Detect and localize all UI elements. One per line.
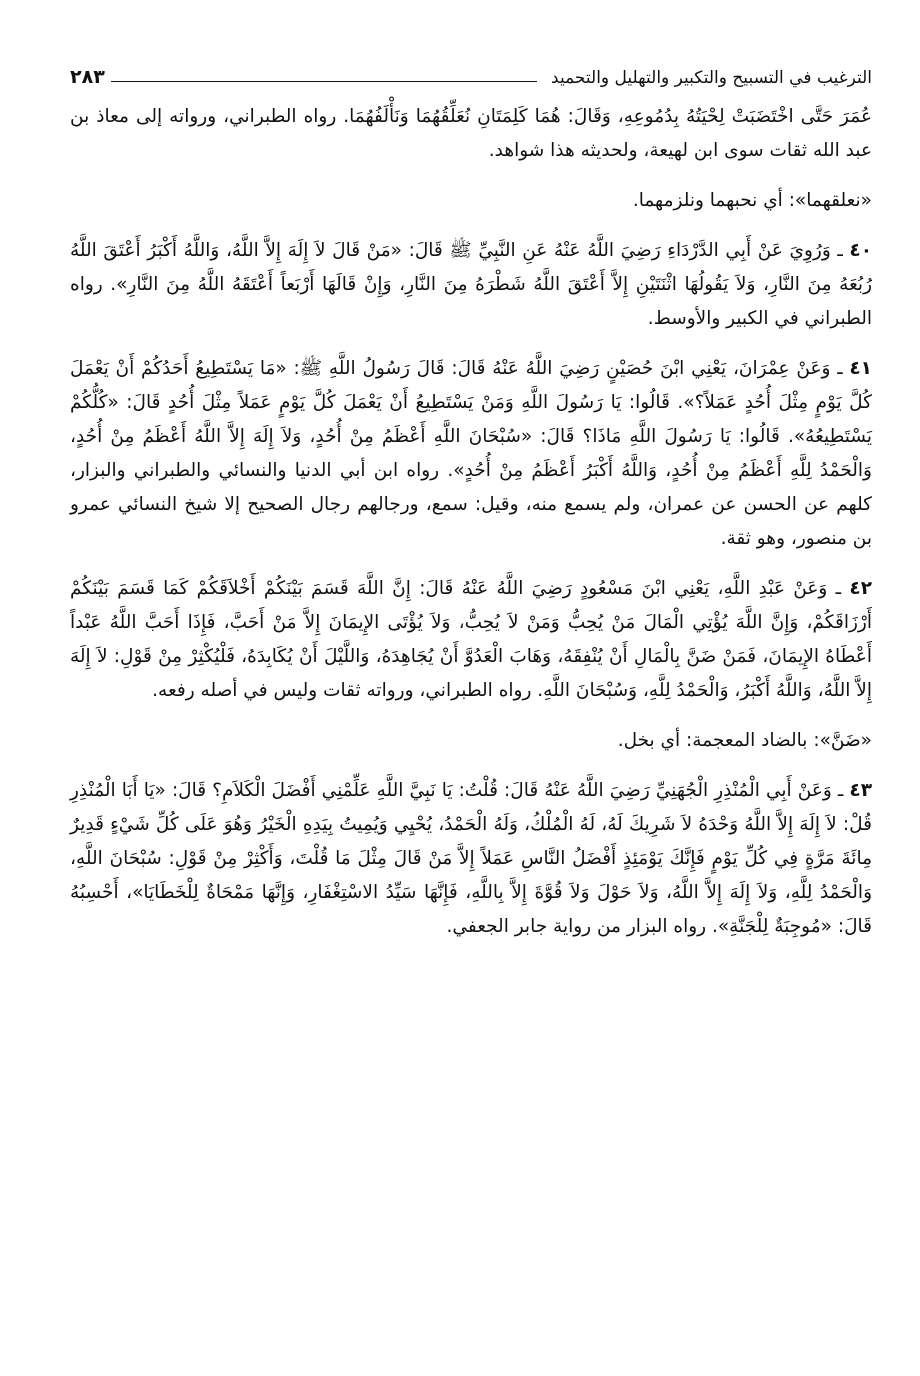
hadith-number: ٤٠: [849, 240, 872, 261]
hadith-43: [70, 774, 872, 944]
hadith-41: [70, 352, 872, 556]
paragraph-text: ـ وَعَنْ عَبْدِ اللَّهِ، يَعْنِي ابْنَ مَسْعُودٍ رَضِيَ اللَّهُ عَنْهُ قَالَ: إِنَّ اللَّهَ قَسَمَ بَيْنَكُمْ أَخْلاَقَكُمْ كَمَا قَسَمَ بَيْنَكُمْ أَرْزَاقَكُمْ، وَإِنَّ اللَّهَ يُؤْتِي الْمَالَ مَنْ يُحِبُّ وَمَنْ لاَ يُحِبُّ، وَلاَ يُؤْتَى الإِيمَانَ إِلاَّ مَنْ أَحَبَّ، فَإِذَا أَحَبَّ اللَّهُ عَبْداً أَعْطَاهُ الإِيمَانَ، فَمَنْ ضَنَّ بِالْمَالِ أَنْ يُنْفِقَهُ، وَهَابَ الْعَدُوَّ أَنْ يُجَاهِدَهُ، وَاللَّيْلَ أَنْ يُكَابِدَهُ، فَلْيُكْثِرْ مِنْ قَوْلِ: لاَ إِلَهَ إِلاَّ اللَّهُ، وَاللَّهُ أَكْبَرُ، وَالْحَمْدُ لِلَّهِ، وَسُبْحَانَ اللَّهِ. رواه الطبراني، ورواته ثقات وليس في أصله رفعه.: [70, 578, 872, 701]
hadith-40: [70, 234, 872, 336]
hadith-42: [70, 572, 872, 708]
gloss-note: [70, 724, 872, 758]
paragraph-text: ـ وَرُوِيَ عَنْ أَبِي الدَّرْدَاءِ رَضِيَ اللَّهُ عَنْهُ عَنِ النَّبِيِّ ﷺ قَالَ: «مَنْ قَالَ لاَ إِلَهَ إِلاَّ اللَّهُ، وَاللَّهُ أَكْبَرُ أَعْتَقَ اللَّهُ رُبُعَهُ مِنَ النَّارِ، وَلاَ يَقُولُهَا اثْنَتَيْنِ إِلاَّ أَعْتَقَ اللَّهُ شَطْرَهُ مِنَ النَّارِ، وَإِنْ قَالَهَا أَرْبَعاً أَعْتَقَهُ اللَّهُ مِنَ النَّارِ». رواه الطبراني في الكبير والأوسط.: [70, 240, 872, 329]
page-body: [70, 100, 872, 944]
book-page: [70, 58, 872, 960]
gloss-note: [70, 184, 872, 218]
hadith-number: ٤٣: [849, 780, 872, 801]
page-number: ٢٨٣: [70, 66, 105, 88]
header-rule: [111, 81, 537, 82]
running-title: الترغيب في التسبيح والتكبير والتهليل والتحميد: [551, 68, 872, 88]
paragraph-text: عُمَرَ حَتَّى اخْتَضَبَتْ لِحْيَتُهُ بِدُمُوعِهِ، وَقَالَ: هُمَا كَلِمَتَانِ نُعَلِّقُهُمَا وَنَأْلَفُهُمَا. رواه الطبراني، ورواته إلى معاذ بن عبد الله ثقات سوى ابن لهيعة، ولحديثه هذا شواهد.: [70, 106, 872, 161]
running-header: [70, 58, 872, 88]
hadith-number: ٤٢: [849, 578, 873, 599]
paragraph-text: «ضَنَّ»: بالضاد المعجمة: أي بخل.: [617, 730, 872, 751]
hadith-number: ٤١: [849, 358, 872, 379]
paragraph-text: ـ وَعَنْ أَبِي الْمُنْذِرِ الْجُهَنِيِّ رَضِيَ اللَّهُ عَنْهُ قَالَ: قُلْتُ: يَا نَبِيَّ اللَّهِ عَلِّمْنِي أَفْضَلَ الْكَلاَمِ؟ قَالَ: «يَا أَبَا الْمُنْذِرِ قُلْ: لاَ إِلَهَ إِلاَّ اللَّهُ وَحْدَهُ لاَ شَرِيكَ لَهُ، لَهُ الْمُلْكُ، وَلَهُ الْحَمْدُ، يُحْيِي وَيُمِيتُ بِيَدِهِ الْخَيْرُ وَهُوَ عَلَى كُلِّ شَيْءٍ قَدِيرٌ مِائَةَ مَرَّةٍ فِي كُلِّ يَوْمٍ فَإِنَّكَ يَوْمَئِذٍ أَفْضَلُ النَّاسِ عَمَلاً إِلاَّ مَنْ قَالَ مِثْلَ مَا قُلْتَ، وَأَكْثِرْ مِنْ قَوْلِ: سُبْحَانَ اللَّهِ، وَالْحَمْدُ لِلَّهِ، وَلاَ إِلَهَ إِلاَّ اللَّهُ، وَلاَ حَوْلَ وَلاَ قُوَّةَ إِلاَّ بِاللَّهِ، فَإِنَّهَا سَيِّدُ الاسْتِغْفَارِ، وَإِنَّهَا مَمْحَاةٌ لِلْخَطَايَا»، أَحْسِبُهُ قَالَ: «مُوجِبَةٌ لِلْجَنَّةِ». رواه البزار من رواية جابر الجعفي.: [70, 780, 872, 937]
paragraph-text: «نعلقهما»: أي نحبهما ونلزمهما.: [632, 190, 872, 211]
paragraph-continuation: [70, 100, 872, 168]
paragraph-text: ـ وَعَنْ عِمْرَانَ، يَعْنِي ابْنَ حُصَيْنٍ رَضِيَ اللَّهُ عَنْهُ قَالَ: قَالَ رَسُولُ اللَّهِ ﷺ: «مَا يَسْتَطِيعُ أَحَدُكُمْ أَنْ يَعْمَلَ كُلَّ يَوْمٍ مِثْلَ أُحُدٍ عَمَلاً؟». قَالُوا: يَا رَسُولَ اللَّهِ وَمَنْ يَسْتَطِيعُ أَنْ يَعْمَلَ كُلَّ يَوْمٍ عَمَلاً مِثْلَ أُحُدٍ قَالَ: «كُلُّكُمْ يَسْتَطِيعُهُ». قَالُوا: يَا رَسُولَ اللَّهِ مَاذَا؟ قَالَ: «سُبْحَانَ اللَّهِ أَعْظَمُ مِنْ أُحُدٍ، وَلاَ إِلَهَ إِلاَّ اللَّهُ أَعْظَمُ مِنْ أُحُدٍ، وَالْحَمْدُ لِلَّهِ أَعْظَمُ مِنْ أُحُدٍ، وَاللَّهُ أَكْبَرُ أَعْظَمُ مِنْ أُحُدٍ». رواه ابن أبي الدنيا والنسائي والطبراني والبزار، كلهم عن الحسن عن عمران، ولم يسمع منه، وقيل: سمع، ورجالهم رجال الصحيح إلا شيخ النسائي عمرو بن منصور، وهو ثقة.: [70, 358, 872, 549]
